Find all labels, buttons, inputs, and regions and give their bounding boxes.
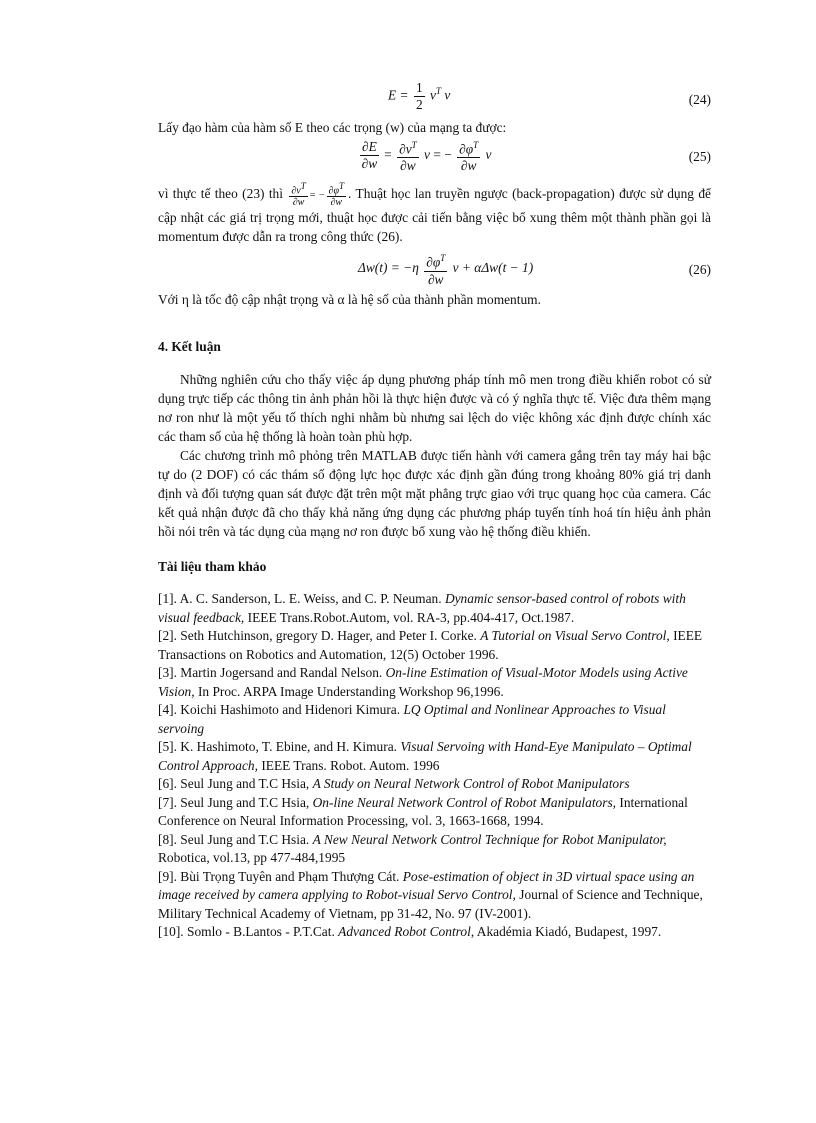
reference-item <box>158 831 711 868</box>
ref-title: A Study on Neural Network Control of Robot Manipulators <box>312 776 630 792</box>
reference-list <box>158 590 711 942</box>
eq24-fraction <box>414 80 425 113</box>
ref-authors: [7]. Seul Jung and T.C Hsia, <box>158 794 310 810</box>
inline-frac2-num: ∂φ <box>328 185 340 197</box>
eq26-num: ∂φ <box>426 254 441 270</box>
equation-26 <box>158 250 711 290</box>
eq25-frac1-num: ∂E <box>362 139 377 155</box>
ref-authors: [6]. Seul Jung and T.C Hsia, <box>158 776 310 792</box>
conclusion-paragraph-2: Các chương trình mô phỏng trên MATLAB được tiến hành với camera gắng trên tay máy hai bậc tự do (2 DOF) có các thám số động lực học được xác định gần đúng trong khoảng 80% giá trị danh định và đối tượng quan sát được đặt trên một mặt phẳng trực giao với trục quang học của camera. Các kết quả nhận được đã cho thấy khả năng ứng dụng các phương pháp tuyến tính hoá tín hiệu ảnh phản hồi nói trên và tác dụng của mạng nơ ron được bổ xung vào hệ thống điều khiển. <box>158 448 711 540</box>
equation-25-body <box>358 137 492 174</box>
ref-source: Journal of Science and Technique, Military Technical Academy of Vietnam, pp 31-42, No. 97 (IV-2001). <box>158 887 703 921</box>
ref-authors: [8]. Seul Jung and T.C Hsia. <box>158 831 310 847</box>
eq25-frac-3 <box>457 137 480 174</box>
eq24-sup: T <box>435 86 441 97</box>
ref-title: On-line Estimation of Visual-Motor Models using Active Vision, <box>158 665 688 699</box>
eq24-v: v <box>444 87 451 103</box>
eq25-frac2-num: ∂v <box>399 141 412 157</box>
ref-authors: [3]. Martin Jogersand and Randal Nelson. <box>158 665 383 681</box>
reference-item <box>158 590 711 627</box>
ref-title: Advanced Robot Control <box>338 924 471 940</box>
eq25-frac-1 <box>360 139 379 172</box>
eq25-frac2-sup: T <box>411 140 417 150</box>
eq26-rhs: v + αΔw(t − 1) <box>452 260 534 276</box>
eq25-equals: = <box>384 146 392 162</box>
conclusion-paragraph-1: Những nghiên cứu cho thấy việc áp dụng phương pháp tính mô men trong điều khiển robot có sử dụng trực tiếp các thông tin ảnh phản hồi là thực hiện được và có ý nghĩa thực tế. Việc đưa thêm mạng nơ ron như là một yếu tố thích nghi nhằm bù nhưng sai lệch do việc không xác định được chính xác các tham số của hệ thống là hoàn toàn phù hợp. <box>158 372 711 445</box>
ref-source: , Akadémia Kiadó, Budapest, 1997. <box>470 924 662 940</box>
reference-item <box>158 775 711 794</box>
ref-authors: [5]. K. Hashimoto, T. Ebine, and H. Kimura. <box>158 739 398 755</box>
reference-item <box>158 923 711 942</box>
eq25-frac2-den: ∂w <box>400 158 416 174</box>
eq25-frac1-den: ∂w <box>361 156 378 172</box>
ref-title: Dynamic sensor-based control of robots with visual feedback, <box>158 591 686 625</box>
ref-title: A New Neural Network Control Technique for Robot Manipulator, <box>312 831 667 847</box>
para25-start: vì thực tế theo (23) thì <box>158 185 283 201</box>
ref-source: IEEE Trans. Robot. Autom. 1996 <box>261 757 440 773</box>
equation-24-body <box>388 80 450 113</box>
paper-page <box>158 80 711 942</box>
text-after-eq26: Với η là tốc độ cập nhật trọng và α là hệ số của thành phần momentum. <box>158 292 541 308</box>
section-4-heading: 4. Kết luận <box>158 339 221 355</box>
ref-source: International Conference on Neural Information Processing, vol. 3, 1663-1668, 1994. <box>158 794 688 829</box>
equation-26-label: (26) <box>688 262 711 278</box>
eq24-den: 2 <box>415 97 423 112</box>
equation-25 <box>158 137 711 177</box>
eq26-den: ∂w <box>427 271 444 287</box>
inline-frac1-sup: T <box>300 181 306 191</box>
para25-rest: . Thuật học lan truyền ngược (back-propagation) được sử dụng để cập nhật các giá trị trọng mới, thuật học được cải tiến bằng việc bổ xung thêm một thành phần gọi là momentum được dẫn ra trong công thức (26). <box>158 185 711 245</box>
inline-frac2-sup: T <box>339 181 345 191</box>
ref-source: IEEE Transactions on Robotics and Automation, 12(5) October 1996. <box>158 628 703 662</box>
reference-item <box>158 868 711 924</box>
eq26-lhs: Δw(t) = −η <box>358 260 419 276</box>
equation-25-label: (25) <box>688 149 711 164</box>
reference-item <box>158 794 711 831</box>
inline-frac-2 <box>327 181 347 208</box>
reference-item <box>158 701 711 738</box>
ref-title: Visual Servoing with Hand-Eye Manipulato – Optimal Control Approach, <box>158 739 692 773</box>
equation-24 <box>158 80 711 118</box>
eq25-frac3-num: ∂φ <box>459 141 474 157</box>
equation-26-body <box>358 250 533 287</box>
inline-equals: = − <box>309 189 325 201</box>
reference-item <box>158 738 711 775</box>
inline-frac1-num: ∂v <box>291 185 301 197</box>
reference-item <box>158 627 711 664</box>
ref-title: LQ Optimal and Nonlinear Approaches to Visual servoing <box>158 702 666 736</box>
reference-item <box>158 664 711 701</box>
ref-source: In Proc. ARPA Image Understanding Workshop 96,1996. <box>197 683 504 699</box>
eq24-lhs: E = <box>388 87 409 103</box>
ref-title: Pose-estimation of object in 3D virtual space using an image received by camera applying to Robot-visual Servo Control, <box>158 868 695 903</box>
inline-frac-1 <box>289 181 307 208</box>
inline-frac2-den: ∂w <box>330 197 343 209</box>
references-heading: Tài liệu tham khảo <box>158 559 267 575</box>
eq25-v1: v <box>424 146 430 162</box>
eq24-rhs: v <box>430 87 436 103</box>
inline-frac1-den: ∂w <box>292 197 305 209</box>
eq25-frac3-sup: T <box>473 140 479 150</box>
eq25-equals-minus: = − <box>433 146 452 162</box>
eq25-v2: v <box>485 146 492 162</box>
ref-authors: [10]. Somlo - B.Lantos - P.T.Cat. <box>158 924 335 940</box>
eq25-frac3-den: ∂w <box>460 158 477 174</box>
text-after-eq24: Lấy đạo hàm của hàm số E theo các trọng (w) của mạng ta được: <box>158 120 507 135</box>
ref-authors: [1]. A. C. Sanderson, L. E. Weiss, and C. P. Neuman. <box>158 591 442 607</box>
eq26-sup: T <box>440 253 446 264</box>
ref-title: A Tutorial on Visual Servo Control, <box>480 628 670 644</box>
ref-source: Robotica, vol.13, pp 477-484,1995 <box>158 850 346 866</box>
eq26-fraction <box>424 250 447 287</box>
paragraph-after-eq25 <box>158 181 711 246</box>
ref-source: IEEE Trans.Robot.Autom, vol. RA-3, pp.404-417, Oct.1987. <box>247 609 575 625</box>
ref-authors: [2]. Seth Hutchinson, gregory D. Hager, and Peter I. Corke. <box>158 628 477 644</box>
equation-24-label: (24) <box>688 92 711 107</box>
eq24-num: 1 <box>415 80 423 95</box>
eq25-frac-2 <box>397 137 419 174</box>
ref-authors: [9]. Bùi Trọng Tuyên and Phạm Thượng Cát. <box>158 868 400 884</box>
ref-authors: [4]. Koichi Hashimoto and Hidenori Kimura. <box>158 702 401 718</box>
ref-title: On-line Neural Network Control of Robot Manipulators, <box>312 794 617 810</box>
